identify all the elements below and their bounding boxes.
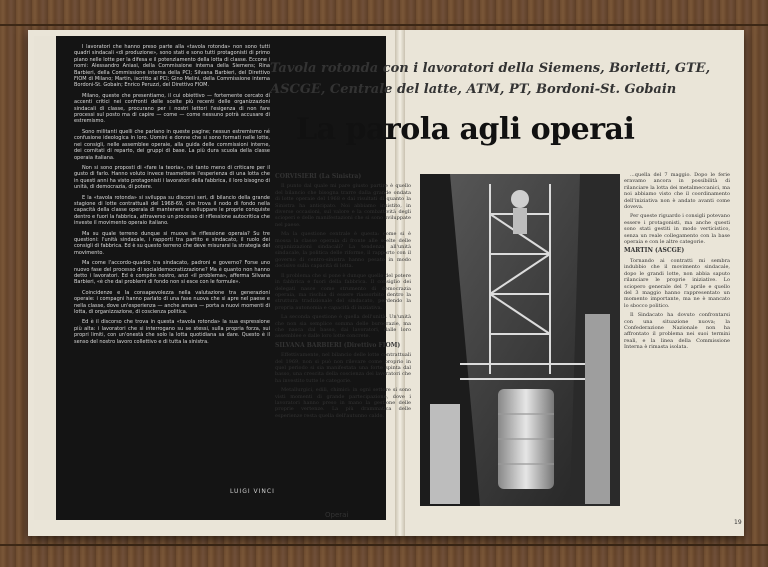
left-paragraph: Ed è il discorso che trova in questa «tavola rotonda» la sua espressione più alta: i lavoratori che si interrogano su se stessi, sulla propria forza, sui propri limiti, con un'onestà che solo la lotta quotidiana sa dare. Questo è il senso del nostro lavoro collettivo e di tutta la sinistra. bbox=[74, 319, 270, 345]
plank-seam bbox=[0, 544, 768, 546]
left-paragraph: Milano, queste che presentiamo, il cui obiettivo — fortemente cercato di accenti critici nei confronti delle scelte più recenti delle organizzazioni sindacali di classe, procurano per i nostri lettori l'esigenza di non fare processi sul posto ma di capire — come — come nessuno potrà accusare di estremismo. bbox=[74, 92, 270, 125]
speaker-name: CORVISIERI (La Sinistra) bbox=[275, 173, 362, 180]
right-paragraph: Il punto dal quale mi pare giusto partire è quello del bilancio che bisogna trarre dalla grande ondata di lotte operaie del 1968 e dai risultati di quanto la Sinistra ha anticipato. Noi abbiamo insistito, in diverse occasioni, sul valore e la combattività degli scioperi e delle manifestazioni che si sono sviluppate nel paese. bbox=[275, 183, 411, 228]
right-text-column-3 bbox=[624, 172, 730, 512]
right-paragraph: ...quella del 7 maggio. Dopo le ferie eravamo ancora in possibilità di rilanciare la lotta dei metalmeccanici, ma noi abbiamo visto che il coordinamento dell'iniziativa non è andato avanti come doveva. bbox=[624, 172, 730, 211]
speaker-name: SILVANA BARBIERI (Direttivo FIOM) bbox=[275, 341, 401, 349]
left-paragraph: Ma su quale terreno dunque si muove la riflessione operaia? Su tre questioni: l'unità sindacale, i rapporti tra partito e sindacato, il ruolo dei consigli di fabbrica. Ed è su questo terreno che deve misurarsi la strategia del movimento. bbox=[74, 230, 270, 256]
article-kicker: Tavola rotonda con i lavoratori della Siemens, Borletti, GTE, ASCGE, Centrale del latte, ATM, PT, Bordoni-St. Gobain bbox=[270, 61, 711, 97]
left-paragraph: Ma come l'accordo-quadro tra sindacato, padroni e governo? Forse uno nuovo fase del processo di socialdemocratizzazione? Ma è quanto non hanno detto i lavoratori. Ed è compito nostro, anzi «il problema», afferma Silvana Barbieri, «è che dai problemi di fondo non si esce con le formule». bbox=[74, 260, 270, 286]
right-paragraph: Per queste riguardo i consigli potevano essere i protagonisti, ma anche questi sono stati gestiti in modo verticistico, senza un reale collegamento con la base operaia e con le altre categorie. bbox=[624, 213, 730, 246]
plank-seam bbox=[0, 24, 768, 26]
left-paragraph: Coincidenze e la consapevolezza nella valutazione tra generazioni operaie: i compagni hanno parlato di una fase nuova che si apre nel paese e nella classe, dove un'esperienza — anche amara — porta a nuovi momenti di lotta, di organizzazione, di coscienza politica. bbox=[74, 289, 270, 316]
article-headline: La parola agli operai bbox=[296, 112, 635, 147]
left-paragraph: Non si sono proposti di «fare la teoria», né tanto meno di criticare per il gusto di farlo. Hanno voluto invece trasmettere l'esperienza di una lotta che in questi anni ha visto protagonisti i lavoratori della fabbrica, il loro bisogno di unità, di democrazia, di potere. bbox=[74, 164, 270, 191]
right-paragraph: Effettivamente, nel bilancio delle lotte contrattuali del 1969, non si può non rilevare come proprio in quel periodo si sia manifestata una forte spinta dal basso, una crescita della coscienza dei lavoratori che ha investito tutte le categorie. bbox=[275, 352, 411, 384]
factory-structure-illustration bbox=[420, 174, 620, 506]
right-text-column-1 bbox=[275, 172, 411, 512]
article-author: LUIGI VINCI bbox=[230, 488, 275, 495]
right-paragraph: Tornando ai contratti mi sembra indubbio che il movimento sindacale, dopo le grandi lotte, non abbia saputo rilanciare le proprie iniziative. Lo sciopero generale del 7 aprile e quello del 3 maggio hanno rappresentato un momento importante, ma ne è mancato lo sbocco politico. bbox=[624, 257, 730, 309]
left-paragraph: E la «tavola rotonda» si sviluppa su discorsi seri, di bilancio della grande stagione di lotte contrattuali del 1968-69, che trova il nodo di fondo nella capacità della classe operaia di mantenere e sviluppare le proprie conquiste dentro e fuori la fabbrica, attraverso un processo di riflessione autocritica che investe il movimento operaio italiano. bbox=[74, 194, 270, 227]
right-paragraph: Il problema che si pone è dunque quello del potere in fabbrica e fuori della fabbrica. Il consiglio dei delegati nasce come strumento di democrazia operaia, ma rischia di essere riassorbito dentro la struttura tradizionale del sindacato, perdendo la propria autonomia e capacità di iniziativa. bbox=[275, 272, 411, 311]
left-paragraph: I lavoratori che hanno preso parte alla «tavola rotonda» non sono tutti quadri sindacali «di produzione», sono stati e sono tutti protagonisti di primo piano nelle lotte per la difesa e il potenziamento della lotta di classe. Eccone i nomi: Alessandro Aniasi, della Commissione interna della Siemens; Rina Barbieri, della Commissione interna della PCI; Silvana Barbieri, del Direttivo FIOM di Milano; Martin, iscritto al PCI; Gino Melini, della Commissione interna Bordoni-St. Gobain; Enrico Peruzzi, del Direttivo FIOM. bbox=[74, 44, 270, 89]
left-paragraph: Sono militanti quelli che parlano in queste pagine; nessun estremismo né confusione ideologica in loro. Uomini e donne che si sono formati nelle lotte, nei consigli, nelle assemblee operaie, alla guida delle commissioni interne, dei comitati di reparto, dei gruppi di base. La più dura scuola della classe operaia italiana. bbox=[74, 128, 270, 161]
speaker-name: MARTIN (ASCGE) bbox=[624, 247, 685, 255]
footer-section-label: Operai bbox=[325, 511, 349, 519]
factory-photo bbox=[420, 174, 620, 506]
page-number: 19 bbox=[734, 519, 742, 526]
right-paragraph: Il Sindacato ha dovuto confrontarsi con una situazione nuova; la Confederazione Nazionale non ha affrontato il problema nei suoi termini reali, e la linea della Commissione Interna è rimasta isolata. bbox=[624, 312, 730, 351]
right-paragraph: Metallurgici, edili, chimici: in ogni settore si sono visti momenti di grande partecipazione, dove i lavoratori hanno preso in mano la gestione delle proprie vertenze. La più drammatica delle esperienze resta quella dell'autunno caldo. bbox=[275, 387, 411, 419]
right-paragraph: Ma la questione centrale è questa: come si è mossa la classe operaia di fronte alle scelte delle organizzazioni sindacali? La tendenza all'unità sindacale, la politica delle riforme, il rapporto con il governo di centro-sinistra hanno pesato in modo decisivo sulla capacità di lotta. bbox=[275, 231, 411, 270]
right-paragraph: La seconda questione è quella dell'unità. Un'unità che non sia semplice somma delle burocrazie, ma che nasca dal basso, dai lavoratori, dalle loro assemblee e dalle loro lotte concrete. bbox=[275, 314, 411, 340]
left-text-column-1 bbox=[74, 44, 270, 512]
page-margin-left bbox=[34, 36, 56, 520]
